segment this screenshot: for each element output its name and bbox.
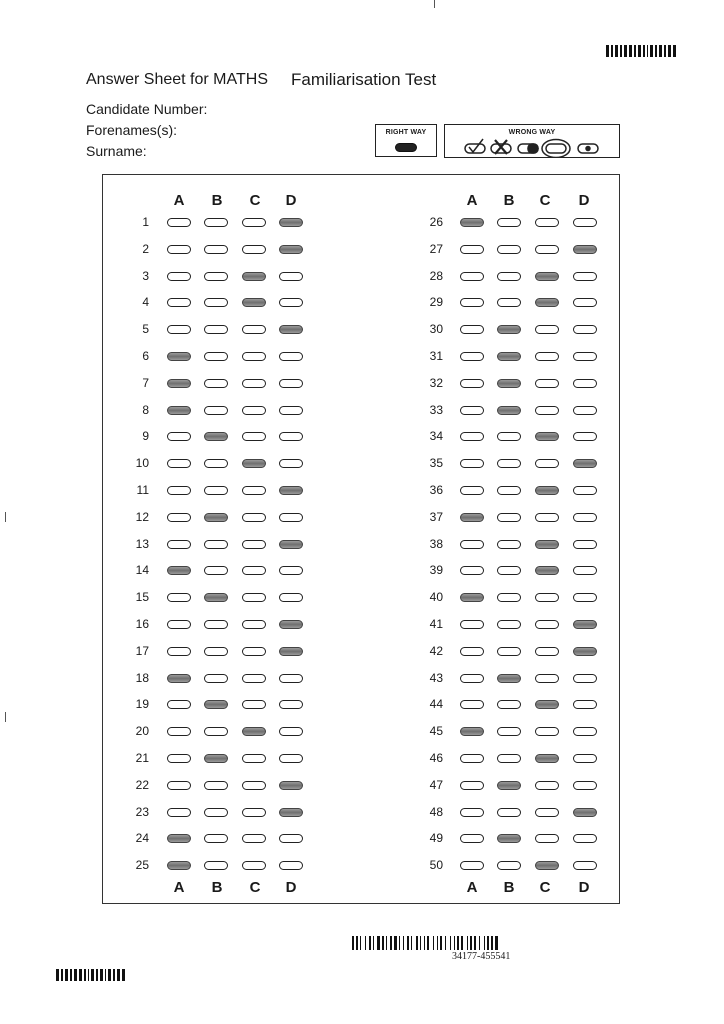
column-letter-c: C xyxy=(539,879,551,896)
answer-bubble-a[interactable] xyxy=(460,674,484,683)
answer-bubble-b[interactable] xyxy=(497,566,521,575)
answer-bubble-a[interactable] xyxy=(460,861,484,870)
answer-bubble-a[interactable] xyxy=(167,566,191,575)
answer-bubble-a[interactable] xyxy=(167,245,191,254)
column-letter-c: C xyxy=(249,879,261,896)
answer-bubble-c[interactable] xyxy=(242,459,266,468)
answer-bubble-b[interactable] xyxy=(204,245,228,254)
question-number: 48 xyxy=(429,804,443,819)
answer-bubble-d[interactable] xyxy=(279,218,303,227)
answer-bubble-a[interactable] xyxy=(167,218,191,227)
question-number: 35 xyxy=(429,456,443,471)
answer-bubble-c[interactable] xyxy=(242,620,266,629)
question-number: 22 xyxy=(135,777,149,792)
surname-label: Surname: xyxy=(86,143,147,159)
answer-bubble-b[interactable] xyxy=(204,459,228,468)
question-number: 40 xyxy=(429,590,443,605)
answer-bubble-b[interactable] xyxy=(497,647,521,656)
answer-bubble-c[interactable] xyxy=(535,620,559,629)
column-letter-b: B xyxy=(211,879,223,896)
answer-bubble-c[interactable] xyxy=(535,593,559,602)
answer-bubble-d[interactable] xyxy=(573,245,597,254)
answer-bubble-c[interactable] xyxy=(535,727,559,736)
question-number: 27 xyxy=(429,241,443,256)
question-number: 49 xyxy=(429,831,443,846)
answer-bubble-c[interactable] xyxy=(242,272,266,281)
scan-mark xyxy=(434,0,435,8)
bottom-left-barcode-svg xyxy=(56,969,128,981)
question-number: 32 xyxy=(429,375,443,390)
answer-bubble-c[interactable] xyxy=(535,540,559,549)
circled-bubble-icon xyxy=(542,140,570,158)
answer-bubble-a[interactable] xyxy=(167,700,191,709)
question-number: 41 xyxy=(429,617,443,631)
question-number: 12 xyxy=(135,509,149,524)
answer-bubble-d[interactable] xyxy=(573,298,597,307)
answer-bubble-b[interactable] xyxy=(497,513,521,522)
answer-bubble-c[interactable] xyxy=(535,861,559,870)
question-number: 30 xyxy=(429,322,443,337)
answer-bubble-c[interactable] xyxy=(535,781,559,790)
column-letter-c: C xyxy=(539,192,551,209)
question-number: 42 xyxy=(429,643,443,658)
answer-bubble-b[interactable] xyxy=(497,218,521,227)
answer-bubble-b[interactable] xyxy=(204,486,228,495)
answer-bubble-a[interactable] xyxy=(167,593,191,602)
question-number: 20 xyxy=(135,724,149,739)
answer-bubble-d[interactable] xyxy=(279,727,303,736)
question-number: 23 xyxy=(135,804,149,819)
question-number: 21 xyxy=(135,751,149,765)
page-subtitle: Familiarisation Test xyxy=(291,70,437,89)
answer-bubble-d[interactable] xyxy=(279,459,303,468)
answer-bubble-b[interactable] xyxy=(204,218,228,227)
answer-bubble-b[interactable] xyxy=(204,593,228,602)
answer-bubble-b[interactable] xyxy=(497,754,521,763)
answer-bubble-b[interactable] xyxy=(497,700,521,709)
bottom-left-barcode-icon xyxy=(56,968,128,980)
right-way-label: RIGHT WAY xyxy=(385,129,427,136)
answer-bubble-c[interactable] xyxy=(242,754,266,763)
answer-bubble-a[interactable] xyxy=(460,620,484,629)
answer-bubble-a[interactable] xyxy=(460,754,484,763)
answer-bubble-b[interactable] xyxy=(497,272,521,281)
question-number: 33 xyxy=(429,402,443,417)
check-mark-icon xyxy=(465,139,485,153)
question-number: 16 xyxy=(135,617,149,631)
answer-bubble-c[interactable] xyxy=(242,352,266,361)
answer-bubble-c[interactable] xyxy=(242,513,266,522)
answer-bubble-d[interactable] xyxy=(573,593,597,602)
answer-bubble-d[interactable] xyxy=(279,352,303,361)
answer-bubble-a[interactable] xyxy=(460,486,484,495)
question-number: 39 xyxy=(429,563,443,578)
answer-bubble-c[interactable] xyxy=(535,808,559,817)
answer-bubble-a[interactable] xyxy=(460,566,484,575)
answer-bubble-b[interactable] xyxy=(204,272,228,281)
column-letter-d: D xyxy=(578,879,590,896)
answer-bubble-a[interactable] xyxy=(460,513,484,522)
answer-bubble-b[interactable] xyxy=(497,781,521,790)
barcode-number: 34177-455541 xyxy=(452,951,511,962)
answer-bubble-b[interactable] xyxy=(204,298,228,307)
answer-bubble-b[interactable] xyxy=(204,781,228,790)
answer-bubble-d[interactable] xyxy=(279,674,303,683)
answer-bubble-a[interactable] xyxy=(460,325,484,334)
answer-bubble-c[interactable] xyxy=(242,245,266,254)
answer-bubble-d[interactable] xyxy=(573,379,597,388)
answer-bubble-c[interactable] xyxy=(535,272,559,281)
answer-bubble-d[interactable] xyxy=(279,700,303,709)
answer-bubble-d[interactable] xyxy=(573,486,597,495)
question-number: 29 xyxy=(429,295,443,310)
question-number: 28 xyxy=(429,268,443,283)
answer-bubble-c[interactable] xyxy=(242,808,266,817)
answer-bubble-a[interactable] xyxy=(167,513,191,522)
answer-bubble-d[interactable] xyxy=(279,808,303,817)
answer-bubble-a[interactable] xyxy=(167,674,191,683)
question-number: 44 xyxy=(429,697,443,712)
answer-bubble-b[interactable] xyxy=(497,325,521,334)
answer-bubble-c[interactable] xyxy=(242,593,266,602)
question-number: 18 xyxy=(135,670,149,685)
wrong-way-legend xyxy=(444,124,620,158)
forenames-label: Forenames(s): xyxy=(86,122,178,138)
answer-bubble-d[interactable] xyxy=(573,513,597,522)
answer-bubble-b[interactable] xyxy=(204,379,228,388)
wrong-way-label: WRONG WAY xyxy=(508,129,556,136)
question-number: 17 xyxy=(135,643,149,658)
wrong-way-examples xyxy=(463,136,603,158)
column-letter-b: B xyxy=(503,879,515,896)
question-number: 31 xyxy=(429,349,443,363)
answer-bubble-c[interactable] xyxy=(242,781,266,790)
answer-bubble-b[interactable] xyxy=(204,406,228,415)
column-letter-b: B xyxy=(503,192,515,209)
answer-bubble-a[interactable] xyxy=(460,459,484,468)
column-letter-a: A xyxy=(173,879,185,896)
answer-bubble-d[interactable] xyxy=(573,781,597,790)
bottom-barcode-svg xyxy=(352,936,612,950)
question-number: 5 xyxy=(142,322,149,337)
answer-bubble-d[interactable] xyxy=(279,406,303,415)
answer-bubble-d[interactable] xyxy=(573,325,597,334)
answer-bubble-b[interactable] xyxy=(497,674,521,683)
answer-bubble-a[interactable] xyxy=(460,245,484,254)
answer-bubble-c[interactable] xyxy=(242,674,266,683)
answer-bubble-d[interactable] xyxy=(573,674,597,683)
bottom-barcode-icon xyxy=(352,936,612,950)
column-letter-d: D xyxy=(285,879,297,896)
question-number: 25 xyxy=(135,858,149,873)
answer-bubble-d[interactable] xyxy=(279,432,303,441)
answer-bubble-a[interactable] xyxy=(167,647,191,656)
answer-bubble-b[interactable] xyxy=(204,352,228,361)
answer-bubble-b[interactable] xyxy=(497,808,521,817)
answer-bubble-d[interactable] xyxy=(573,727,597,736)
answer-bubble-b[interactable] xyxy=(204,700,228,709)
answer-bubble-d[interactable] xyxy=(279,861,303,870)
answer-bubble-b[interactable] xyxy=(204,674,228,683)
answer-bubble-d[interactable] xyxy=(279,298,303,307)
answer-bubble-a[interactable] xyxy=(167,727,191,736)
answer-bubble-a[interactable] xyxy=(460,406,484,415)
answer-bubble-d[interactable] xyxy=(279,593,303,602)
answer-bubble-a[interactable] xyxy=(460,727,484,736)
answer-bubble-b[interactable] xyxy=(204,513,228,522)
question-number: 50 xyxy=(429,858,443,873)
answer-bubble-b[interactable] xyxy=(204,647,228,656)
answer-bubble-b[interactable] xyxy=(204,834,228,843)
answer-bubble-d[interactable] xyxy=(279,486,303,495)
answer-bubble-d[interactable] xyxy=(279,379,303,388)
answer-bubble-d[interactable] xyxy=(573,834,597,843)
column-letter-d: D xyxy=(578,192,590,209)
answer-bubble-a[interactable] xyxy=(167,486,191,495)
question-number: 11 xyxy=(136,483,149,497)
question-number: 2 xyxy=(142,241,149,256)
answer-bubble-d[interactable] xyxy=(573,406,597,415)
answer-bubble-a[interactable] xyxy=(167,432,191,441)
answer-bubble-d[interactable] xyxy=(573,272,597,281)
column-letter-a: A xyxy=(466,192,478,209)
answer-bubble-c[interactable] xyxy=(242,700,266,709)
question-number: 13 xyxy=(135,536,149,551)
answer-bubble-d[interactable] xyxy=(573,647,597,656)
answer-bubble-b[interactable] xyxy=(204,540,228,549)
answer-bubble-d[interactable] xyxy=(279,540,303,549)
answer-bubble-c[interactable] xyxy=(242,834,266,843)
answer-bubble-a[interactable] xyxy=(167,325,191,334)
page-title: Answer Sheet for MATHS xyxy=(86,71,268,88)
answer-bubble-a[interactable] xyxy=(167,781,191,790)
answer-bubble-a[interactable] xyxy=(167,298,191,307)
answer-bubble-d[interactable] xyxy=(573,566,597,575)
answer-bubble-b[interactable] xyxy=(497,406,521,415)
answer-bubble-c[interactable] xyxy=(535,647,559,656)
question-number: 24 xyxy=(135,831,149,846)
column-letter-a: A xyxy=(173,192,185,209)
question-number: 19 xyxy=(135,697,149,712)
answer-bubble-d[interactable] xyxy=(573,808,597,817)
answer-bubble-d[interactable] xyxy=(279,513,303,522)
right-way-legend xyxy=(375,124,437,157)
answer-bubble-c[interactable] xyxy=(242,486,266,495)
answer-bubble-c[interactable] xyxy=(242,727,266,736)
question-number: 38 xyxy=(429,536,443,551)
answer-bubble-a[interactable] xyxy=(460,352,484,361)
answer-bubble-a[interactable] xyxy=(460,647,484,656)
question-number: 10 xyxy=(135,456,149,471)
answer-bubble-c[interactable] xyxy=(242,218,266,227)
answer-bubble-d[interactable] xyxy=(279,620,303,629)
question-number: 9 xyxy=(142,429,149,444)
answer-bubble-a[interactable] xyxy=(167,620,191,629)
answer-bubble-d[interactable] xyxy=(279,325,303,334)
answer-bubble-a[interactable] xyxy=(460,593,484,602)
answer-bubble-a[interactable] xyxy=(167,861,191,870)
answer-bubble-c[interactable] xyxy=(242,432,266,441)
answer-bubble-b[interactable] xyxy=(497,834,521,843)
answer-bubble-c[interactable] xyxy=(535,674,559,683)
answer-bubble-a[interactable] xyxy=(460,808,484,817)
answer-bubble-c[interactable] xyxy=(535,566,559,575)
column-letter-d: D xyxy=(285,192,297,209)
answer-bubble-a[interactable] xyxy=(460,432,484,441)
answer-bubble-c[interactable] xyxy=(242,298,266,307)
answer-bubble-a[interactable] xyxy=(167,834,191,843)
question-number: 6 xyxy=(142,349,149,363)
answer-bubble-a[interactable] xyxy=(460,781,484,790)
cross-mark-icon xyxy=(491,140,511,154)
answer-bubble-b[interactable] xyxy=(204,861,228,870)
answer-bubble-b[interactable] xyxy=(497,298,521,307)
answer-bubble-b[interactable] xyxy=(497,593,521,602)
answer-bubble-b[interactable] xyxy=(204,808,228,817)
answer-bubble-a[interactable] xyxy=(167,540,191,549)
answer-bubble-b[interactable] xyxy=(497,727,521,736)
answer-bubble-b[interactable] xyxy=(497,540,521,549)
dot-bubble-icon xyxy=(578,144,598,153)
question-number: 43 xyxy=(429,670,443,685)
answer-bubble-b[interactable] xyxy=(497,861,521,870)
question-number: 34 xyxy=(429,429,443,444)
answer-bubble-a[interactable] xyxy=(167,379,191,388)
answer-bubble-d[interactable] xyxy=(279,566,303,575)
answer-bubble-b[interactable] xyxy=(497,352,521,361)
question-number: 15 xyxy=(135,590,149,605)
answer-bubble-b[interactable] xyxy=(497,486,521,495)
answer-bubble-d[interactable] xyxy=(573,218,597,227)
answer-bubble-d[interactable] xyxy=(279,647,303,656)
question-number: 45 xyxy=(429,724,443,739)
answer-bubble-d[interactable] xyxy=(573,700,597,709)
answer-bubble-c[interactable] xyxy=(535,754,559,763)
answer-bubble-c[interactable] xyxy=(242,540,266,549)
answer-bubble-b[interactable] xyxy=(204,432,228,441)
column-letter-b: B xyxy=(211,192,223,209)
answer-bubble-a[interactable] xyxy=(167,459,191,468)
top-barcode-svg xyxy=(606,45,678,57)
answer-bubble-a[interactable] xyxy=(167,754,191,763)
answer-bubble-b[interactable] xyxy=(497,245,521,254)
answer-bubble-c[interactable] xyxy=(242,861,266,870)
answer-bubble-a[interactable] xyxy=(460,272,484,281)
answer-bubble-c[interactable] xyxy=(535,245,559,254)
answer-grid xyxy=(102,174,620,904)
answer-bubble-d[interactable] xyxy=(279,781,303,790)
answer-bubble-d[interactable] xyxy=(573,620,597,629)
question-number: 36 xyxy=(429,483,443,497)
answer-bubble-c[interactable] xyxy=(535,298,559,307)
question-number: 8 xyxy=(142,402,149,417)
answer-bubble-a[interactable] xyxy=(167,272,191,281)
answer-bubble-a[interactable] xyxy=(460,700,484,709)
answer-bubble-a[interactable] xyxy=(460,834,484,843)
scan-mark xyxy=(5,512,6,522)
answer-bubble-a[interactable] xyxy=(167,808,191,817)
answer-bubble-d[interactable] xyxy=(573,459,597,468)
scan-mark xyxy=(5,712,6,722)
answer-bubble-d[interactable] xyxy=(573,432,597,441)
answer-bubble-b[interactable] xyxy=(497,432,521,441)
answer-bubble-c[interactable] xyxy=(242,325,266,334)
answer-bubble-d[interactable] xyxy=(279,272,303,281)
answer-bubble-d[interactable] xyxy=(573,861,597,870)
top-barcode-icon xyxy=(606,44,678,56)
question-number: 47 xyxy=(429,777,443,792)
answer-bubble-c[interactable] xyxy=(535,700,559,709)
candidate-number-label: Candidate Number: xyxy=(86,101,208,117)
answer-bubble-b[interactable] xyxy=(204,566,228,575)
answer-bubble-d[interactable] xyxy=(279,754,303,763)
question-number: 7 xyxy=(142,375,149,390)
answer-bubble-d[interactable] xyxy=(573,754,597,763)
answer-bubble-c[interactable] xyxy=(535,834,559,843)
answer-bubble-b[interactable] xyxy=(497,459,521,468)
question-number: 26 xyxy=(429,215,443,229)
answer-bubble-a[interactable] xyxy=(460,379,484,388)
answer-bubble-a[interactable] xyxy=(460,540,484,549)
answer-bubble-a[interactable] xyxy=(460,298,484,307)
answer-bubble-b[interactable] xyxy=(204,325,228,334)
question-number: 4 xyxy=(142,295,149,310)
answer-bubble-d[interactable] xyxy=(573,352,597,361)
answer-bubble-c[interactable] xyxy=(535,513,559,522)
answer-bubble-c[interactable] xyxy=(242,379,266,388)
answer-bubble-c[interactable] xyxy=(535,406,559,415)
answer-bubble-c[interactable] xyxy=(242,566,266,575)
answer-bubble-b[interactable] xyxy=(204,754,228,763)
answer-bubble-b[interactable] xyxy=(204,620,228,629)
answer-bubble-d[interactable] xyxy=(279,245,303,254)
answer-bubble-a[interactable] xyxy=(460,218,484,227)
answer-bubble-a[interactable] xyxy=(167,352,191,361)
half-filled-bubble-icon xyxy=(518,144,538,153)
answer-bubble-a[interactable] xyxy=(167,406,191,415)
answer-bubble-c[interactable] xyxy=(242,647,266,656)
column-letter-a: A xyxy=(466,879,478,896)
answer-bubble-c[interactable] xyxy=(535,218,559,227)
question-number: 37 xyxy=(429,509,443,524)
answer-bubble-c[interactable] xyxy=(535,325,559,334)
filled-bubble-icon xyxy=(395,143,417,152)
question-number: 46 xyxy=(429,751,443,765)
answer-bubble-b[interactable] xyxy=(497,379,521,388)
column-letter-c: C xyxy=(249,192,261,209)
answer-bubble-c[interactable] xyxy=(242,406,266,415)
answer-bubble-b[interactable] xyxy=(497,620,521,629)
answer-bubble-c[interactable] xyxy=(535,379,559,388)
answer-bubble-c[interactable] xyxy=(535,432,559,441)
answer-bubble-c[interactable] xyxy=(535,486,559,495)
answer-bubble-c[interactable] xyxy=(535,459,559,468)
answer-bubble-b[interactable] xyxy=(204,727,228,736)
question-number: 14 xyxy=(135,563,149,578)
answer-bubble-c[interactable] xyxy=(535,352,559,361)
question-number: 1 xyxy=(142,215,149,229)
question-number: 3 xyxy=(142,268,149,283)
answer-bubble-d[interactable] xyxy=(279,834,303,843)
answer-bubble-d[interactable] xyxy=(573,540,597,549)
